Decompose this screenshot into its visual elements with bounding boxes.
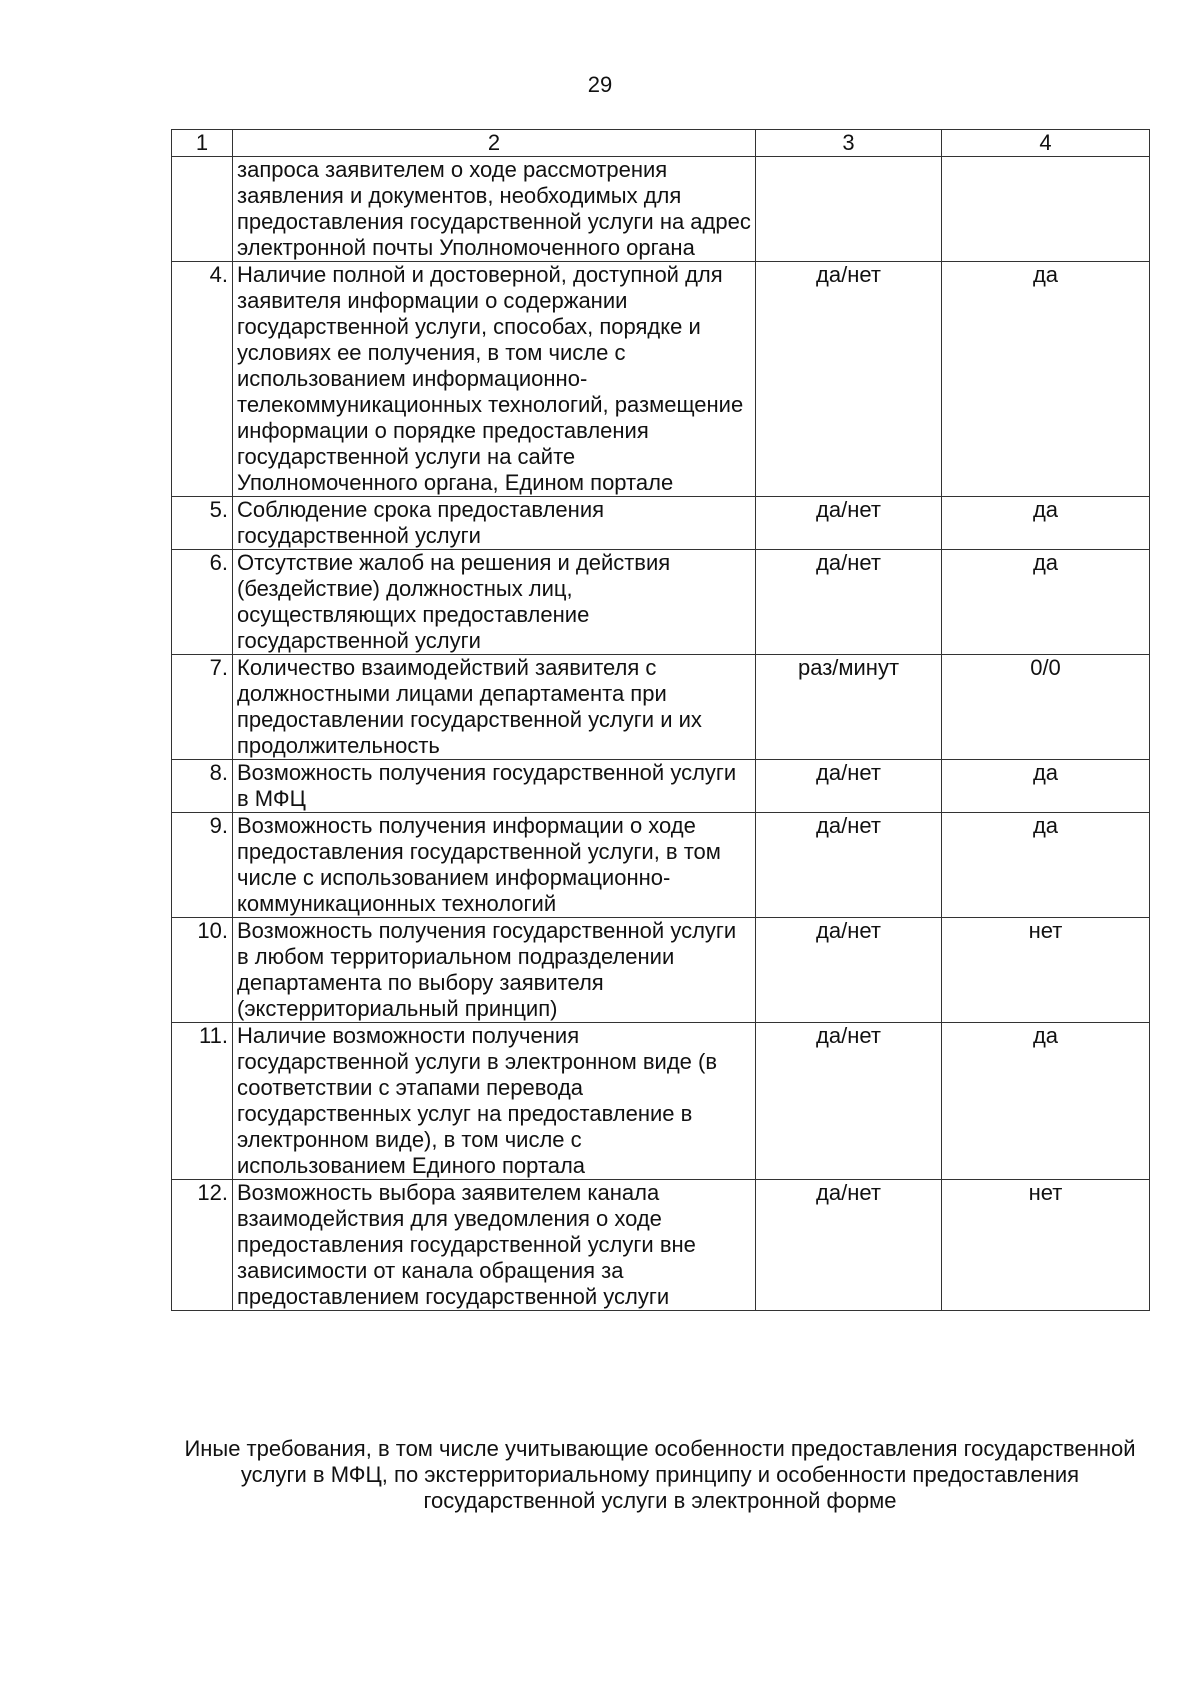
indicator-text: Наличие полной и достоверной, доступной для заявителя информации о содержании государственной услуги, способах, порядке и условиях ее получения, в том числе с использованием информационно-телекоммуникационных технологий, размещение информации о порядке предоставления государственной услуги на сайте Уполномоченного органа, Едином портале (233, 262, 756, 497)
table-row (172, 157, 1150, 262)
column-header-4: 4 (942, 130, 1150, 157)
row-number: 11. (172, 1023, 233, 1180)
row-number (172, 157, 233, 262)
unit-cell (756, 157, 942, 262)
column-header-1: 1 (172, 130, 233, 157)
indicator-text: Возможность получения информации о ходе предоставления государственной услуги, в том числе с использованием информационно-коммуникационных технологий (233, 813, 756, 918)
indicator-text: запроса заявителем о ходе рассмотрения заявления и документов, необходимых для предоставления государственной услуги на адрес электронной почты Уполномоченного органа (233, 157, 756, 262)
value-cell: да (942, 550, 1150, 655)
indicator-text: Соблюдение срока предоставления государственной услуги (233, 497, 756, 550)
indicator-text: Возможность выбора заявителем канала взаимодействия для уведомления о ходе предоставления государственной услуги вне зависимости от канала обращения за предоставлением государственной услуги (233, 1180, 756, 1311)
page-number: 29 (587, 72, 613, 97)
unit-cell: да/нет (756, 1180, 942, 1311)
indicator-text: Наличие возможности получения государственной услуги в электронном виде (в соответствии с этапами перевода государственных услуг на предоставление в электронном виде), в том числе с использованием Единого портала (233, 1023, 756, 1180)
row-number: 8. (172, 760, 233, 813)
unit-cell: да/нет (756, 262, 942, 497)
row-number: 7. (172, 655, 233, 760)
value-cell: да (942, 497, 1150, 550)
unit-cell: да/нет (756, 918, 942, 1023)
table-row (172, 262, 1150, 497)
value-cell: да (942, 760, 1150, 813)
row-number: 6. (172, 550, 233, 655)
row-number: 5. (172, 497, 233, 550)
table-header-row (172, 130, 1150, 157)
table-row (172, 760, 1150, 813)
table-row (172, 655, 1150, 760)
table-row (172, 497, 1150, 550)
table-row (172, 550, 1150, 655)
indicator-text: Возможность получения государственной услуги в МФЦ (233, 760, 756, 813)
table-row (172, 813, 1150, 918)
unit-cell: да/нет (756, 760, 942, 813)
footer-note: Иные требования, в том числе учитывающие особенности предоставления государственной услуги в МФЦ, по экстерриториальному принципу и особенности предоставления государственной услуги в электронной форме (184, 1436, 1136, 1513)
table-row (172, 1180, 1150, 1311)
table-row (172, 1023, 1150, 1180)
indicator-text: Отсутствие жалоб на решения и действия (бездействие) должностных лиц, осуществляющих предоставление государственной услуги (233, 550, 756, 655)
unit-cell: да/нет (756, 1023, 942, 1180)
value-cell: нет (942, 1180, 1150, 1311)
unit-cell: да/нет (756, 813, 942, 918)
value-cell: нет (942, 918, 1150, 1023)
column-header-2: 2 (233, 130, 756, 157)
value-cell: да (942, 262, 1150, 497)
table-row (172, 918, 1150, 1023)
column-header-3: 3 (756, 130, 942, 157)
value-cell: 0/0 (942, 655, 1150, 760)
indicator-text: Возможность получения государственной услуги в любом территориальном подразделении департамента по выбору заявителя (экстерриториальный принцип) (233, 918, 756, 1023)
value-cell: да (942, 1023, 1150, 1180)
value-cell (942, 157, 1150, 262)
unit-cell: да/нет (756, 497, 942, 550)
indicator-text: Количество взаимодействий заявителя с должностными лицами департамента при предоставлении государственной услуги и их продолжительность (233, 655, 756, 760)
row-number: 9. (172, 813, 233, 918)
value-cell: да (942, 813, 1150, 918)
row-number: 10. (172, 918, 233, 1023)
requirements-table (171, 129, 1150, 1311)
row-number: 12. (172, 1180, 233, 1311)
row-number: 4. (172, 262, 233, 497)
unit-cell: раз/минут (756, 655, 942, 760)
unit-cell: да/нет (756, 550, 942, 655)
